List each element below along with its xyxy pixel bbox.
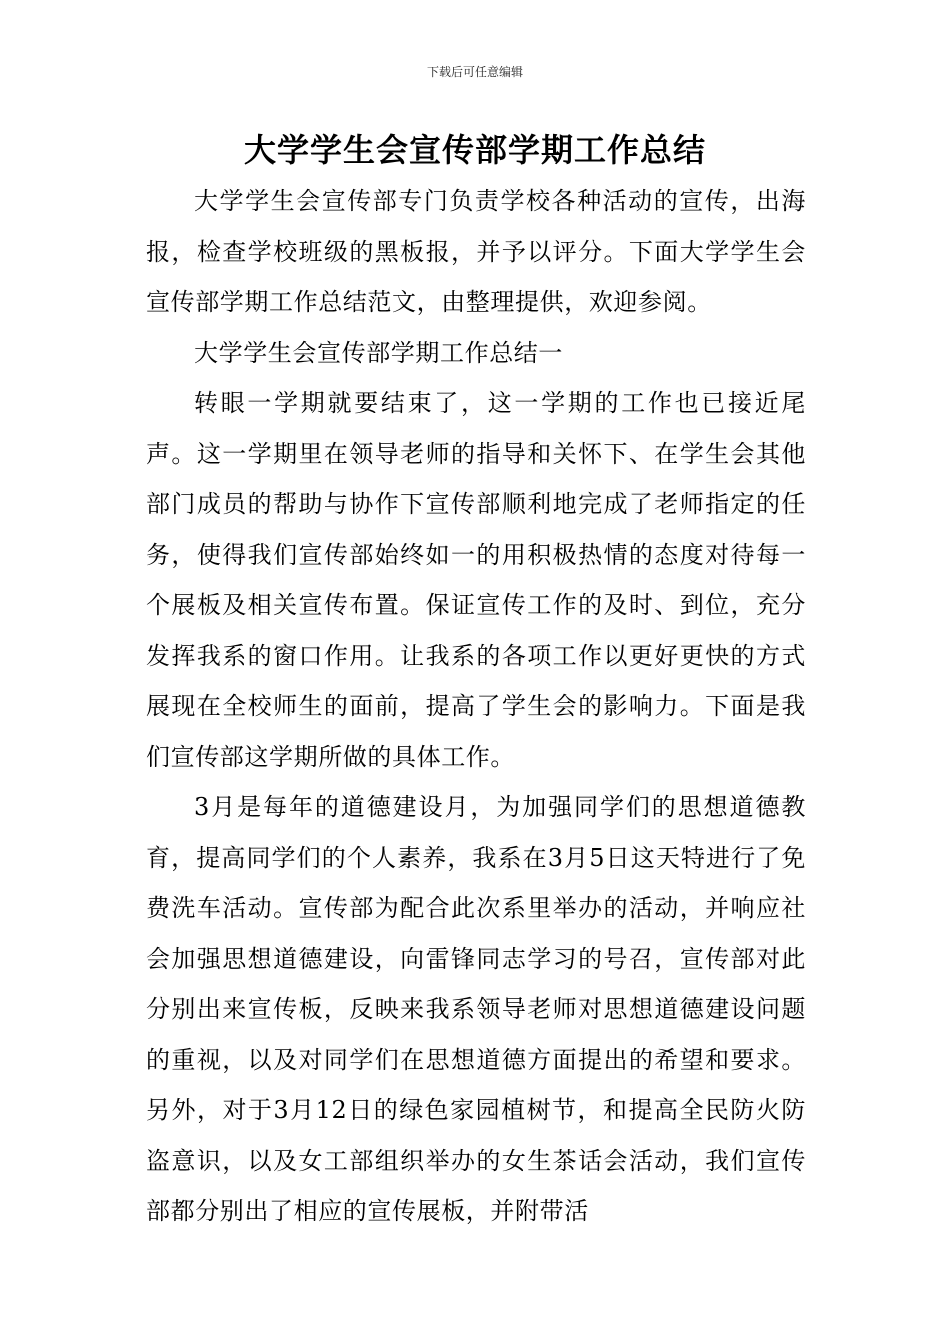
body-paragraph: 3月是每年的道德建设月，为加强同学们的思想道德教育，提高同学们的个人素养，我系在3月5日这天特进行了免费洗车活动。宣传部为配合此次系里举办的活动，并响应社会加强思想道德建设，向雷锋同志学习的号召，宣传部对此分别出来宣传板，反映来我系领导老师对思想道德建设问题的重视，以及对同学们在思想道德方面提出的希望和要求。另外，对于3月12日的绿色家园植树节，和提高全民防火防盗意识，以及女工部组织举办的女生茶话会活动，我们宣传部都分别出了相应的宣传展板，并附带活 [146,793,806,1225]
header-note: 下载后可任意编辑 [426,65,523,79]
document-title: 大学学生会宣传部学期工作总结 [243,131,706,169]
body-paragraph: 转眼一学期就要结束了，这一学期的工作也已接近尾声。这一学期里在领导老师的指导和关怀下、在学生会其他部门成员的帮助与协作下宣传部顺利地完成了老师指定的任务，使得我们宣传部始终如一的用积极热情的态度对待每一个展板及相关宣传布置。保证宣传工作的及时、到位，充分发挥我系的窗口作用。让我系的各项工作以更好更快的方式展现在全校师生的面前，提高了学生会的影响力。下面是我们宣传部这学期所做的具体工作。 [146,389,806,771]
document-body [146,176,806,1237]
section-heading: 大学学生会宣传部学期工作总结一 [194,338,563,367]
intro-paragraph: 大学学生会宣传部专门负责学校各种活动的宣传，出海报，检查学校班级的黑板报，并予以评分。下面大学学生会宣传部学期工作总结范文，由整理提供，欢迎参阅。 [146,187,806,316]
